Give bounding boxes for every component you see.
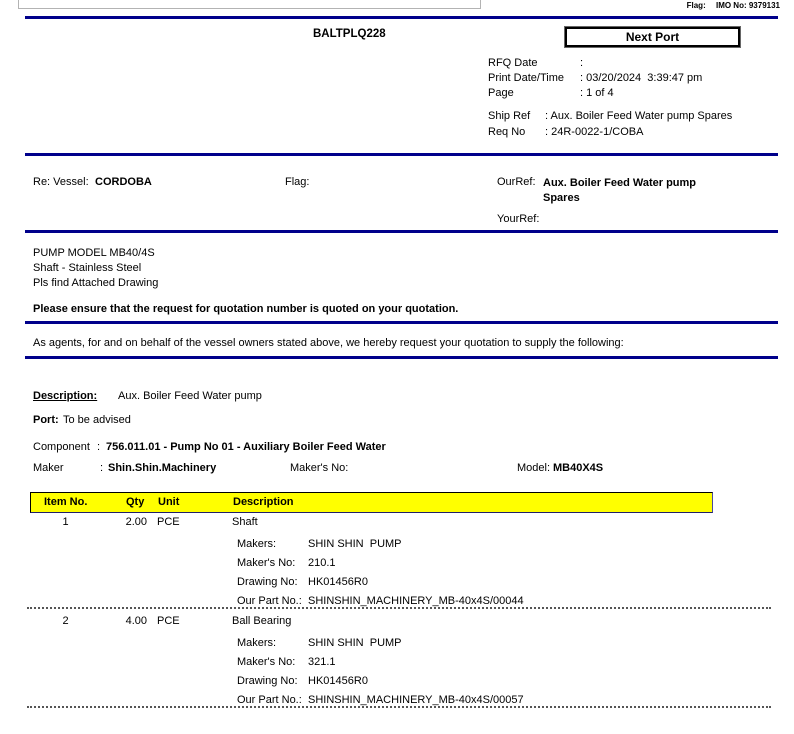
makers-no-value: 210.1	[308, 557, 336, 569]
part-no-label: Our Part No.:	[237, 694, 302, 706]
dotted-separator	[27, 706, 771, 708]
part-no-label: Our Part No.:	[237, 595, 302, 607]
item-unit: PCE	[157, 615, 180, 627]
item-unit: PCE	[157, 516, 180, 528]
divider-rule	[25, 356, 778, 359]
flag-label: Flag:	[686, 1, 706, 10]
item-no: 1	[62, 516, 69, 528]
component-label: Component	[33, 441, 90, 453]
print-date-value: : 03/20/2024 3:39:47 pm	[580, 72, 703, 84]
col-unit: Unit	[158, 496, 180, 508]
drawing-label: Drawing No:	[237, 675, 298, 687]
our-ref-label: OurRef:	[497, 176, 536, 188]
port-value: To be advised	[63, 414, 131, 426]
part-no-value: SHINSHIN_MACHINERY_MB-40x4S/00044	[308, 595, 524, 607]
part-no-value: SHINSHIN_MACHINERY_MB-40x4S/00057	[308, 694, 524, 706]
divider-rule	[25, 153, 778, 156]
makers-label: Makers:	[237, 538, 277, 550]
item-qty: 4.00	[125, 615, 147, 627]
description-value: Aux. Boiler Feed Water pump	[118, 390, 262, 402]
makers-label: Makers:	[237, 637, 277, 649]
col-item-no: Item No.	[44, 496, 88, 508]
print-date-label: Print Date/Time	[488, 72, 565, 84]
makers-no-label: Maker's No:	[237, 557, 296, 569]
component-value: 756.011.01 - Pump No 01 - Auxiliary Boiler Feed Water	[106, 441, 386, 453]
next-port-button[interactable]: Next Port	[565, 27, 740, 47]
makers-no-value: 321.1	[308, 656, 336, 668]
divider-rule-top	[25, 16, 778, 19]
drawing-label: Drawing No:	[237, 576, 298, 588]
imo-number: IMO No: 9379131	[715, 1, 780, 10]
vessel-flag-label: Flag:	[285, 176, 310, 188]
item-name: Shaft	[232, 516, 258, 528]
document-code: BALTPLQ228	[313, 28, 386, 40]
port-label: Port:	[33, 414, 59, 426]
makers-no-label: Maker's No:	[290, 462, 349, 474]
dotted-separator	[27, 607, 771, 609]
our-ref-value: Aux. Boiler Feed Water pump Spares	[543, 177, 697, 204]
makers-value: SHIN SHIN PUMP	[308, 637, 402, 649]
your-ref-label: YourRef:	[497, 213, 540, 225]
page-label: Page	[488, 87, 514, 99]
cropped-toolbar-field[interactable]	[18, 0, 481, 9]
col-qty: Qty	[126, 496, 145, 508]
remark-line-3: Pls find Attached Drawing	[33, 277, 159, 289]
remark-line-2: Shaft - Stainless Steel	[33, 262, 142, 274]
item-qty: 2.00	[125, 516, 147, 528]
component-colon: :	[97, 441, 101, 453]
ship-ref-value: : Aux. Boiler Feed Water pump Spares	[545, 110, 733, 122]
item-no: 2	[62, 615, 69, 627]
model-label: Model:	[517, 462, 551, 474]
maker-colon: :	[100, 462, 104, 474]
req-no-value: : 24R-0022-1/COBA	[545, 126, 644, 138]
rfq-date-label: RFQ Date	[488, 57, 538, 69]
description-label: Description:	[33, 390, 98, 402]
table-header-row	[30, 492, 713, 513]
drawing-value: HK01456R0	[308, 576, 368, 588]
req-no-label: Req No	[488, 126, 526, 138]
maker-value: Shin.Shin.Machinery	[108, 462, 217, 474]
rfq-date-value: :	[580, 57, 584, 69]
divider-rule	[25, 321, 778, 324]
drawing-value: HK01456R0	[308, 675, 368, 687]
quotation-notice: Please ensure that the request for quotation number is quoted on your quotation.	[33, 303, 459, 315]
makers-no-label: Maker's No:	[237, 656, 296, 668]
makers-value: SHIN SHIN PUMP	[308, 538, 402, 550]
maker-label: Maker	[33, 462, 64, 474]
ship-ref-label: Ship Ref	[488, 110, 531, 122]
col-description: Description	[233, 496, 294, 508]
model-value: MB40X4S	[553, 462, 604, 474]
re-vessel-label: Re: Vessel:	[33, 176, 89, 188]
item-name: Ball Bearing	[232, 615, 292, 627]
agents-statement: As agents, for and on behalf of the vessel owners stated above, we hereby request your quotation to supply the following:	[33, 337, 624, 349]
vessel-name: CORDOBA	[95, 176, 152, 188]
divider-rule	[25, 230, 778, 233]
page-value: : 1 of 4	[580, 87, 614, 99]
remark-line-1: PUMP MODEL MB40/4S	[33, 247, 155, 259]
flag-imo-line	[679, 1, 780, 10]
